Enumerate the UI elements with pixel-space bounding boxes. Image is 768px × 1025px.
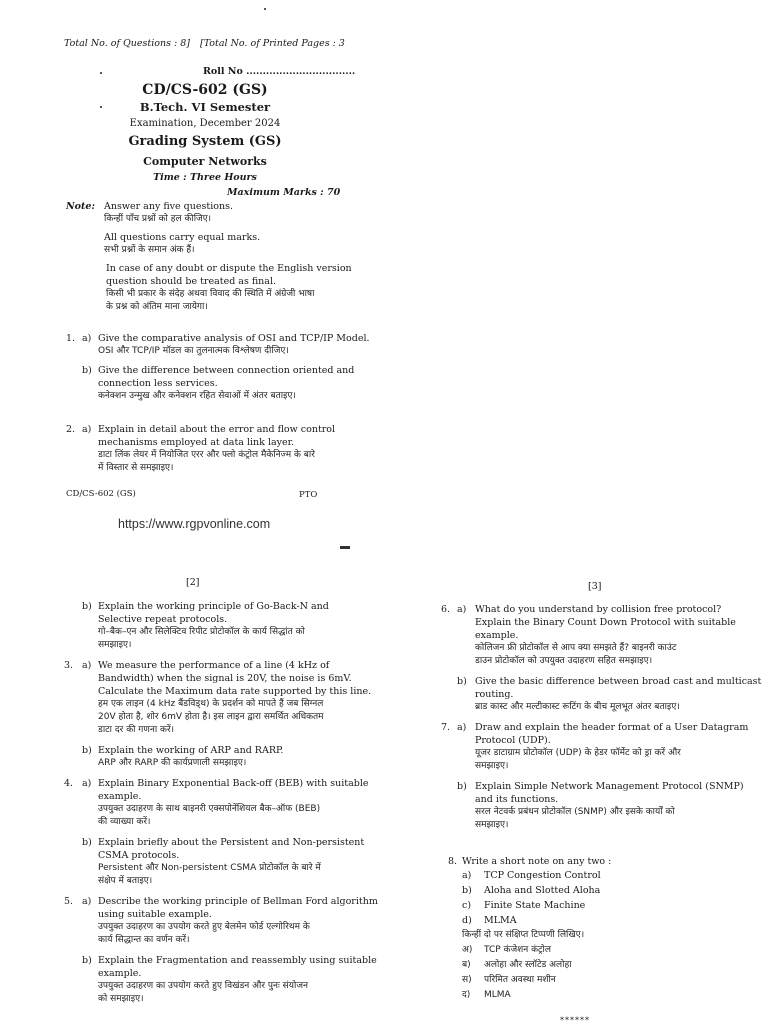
english-line: We measure the performance of a line (4 kHz of	[98, 660, 330, 671]
speck	[264, 8, 266, 10]
pto: PTO	[299, 490, 318, 500]
part-label: a)	[82, 424, 92, 435]
part-body	[104, 231, 332, 257]
english-line: Give the basic difference between broad cast and multicast	[475, 676, 762, 687]
grading-system: Grading System (GS)	[128, 134, 282, 149]
english-line: question should be treated as final.	[106, 276, 277, 287]
english-line: Answer any five questions.	[104, 201, 233, 212]
hindi-line: ARP और RARP की कार्यप्रणाली समझाइए।	[98, 758, 247, 768]
hindi-line: डाटा लिंक लेयर में नियोजित एरर और फ्लो कंट्रोल मैकेनिज्म के बारे	[98, 450, 315, 460]
option-text: परिमित अवस्था मशीन	[484, 975, 556, 985]
option-text: Finite State Machine	[484, 900, 586, 911]
question-part	[66, 364, 355, 403]
part-body	[98, 777, 369, 829]
part-label: b)	[82, 837, 92, 848]
english-line: Bandwidth) when the signal is 20V, the noise is 6mV.	[98, 673, 352, 684]
speck	[100, 72, 102, 74]
option-label: द)	[462, 990, 471, 1000]
english-line: Give the difference between connection oriented and	[98, 365, 355, 376]
question-part	[66, 423, 336, 475]
time: Time : Three Hours	[153, 172, 257, 183]
hindi-line: किन्हीं पाँच प्रश्नों को हल कीजिए।	[104, 214, 212, 224]
question-part	[92, 200, 332, 226]
option-row-hindi	[462, 972, 728, 987]
hindi-line: 20V होता है, शोर 6mV होता है। इस लाइन द्वारा समर्थित अधिकतम	[98, 712, 324, 722]
hindi-line: को समझाइए।	[98, 994, 144, 1004]
part-body	[106, 262, 352, 314]
hindi-line: समझाइए।	[98, 640, 132, 650]
hindi-line: की व्याख्या करें।	[98, 817, 151, 827]
english-line: Explain Simple Network Management Protocol (SNMP)	[475, 781, 744, 792]
part-body	[475, 780, 744, 832]
roll-no: Roll No .................................	[203, 66, 356, 77]
english-line: All questions carry equal marks.	[104, 232, 261, 243]
option-label: d)	[462, 915, 472, 926]
part-label: a)	[82, 660, 92, 671]
part-label: a)	[457, 604, 467, 615]
part-label: b)	[82, 955, 92, 966]
hindi-line: में विस्तार से समझाइए।	[98, 463, 174, 473]
part-label: a)	[82, 896, 92, 907]
question-part	[441, 603, 736, 668]
speck	[340, 546, 350, 549]
source-url: https://www.rgpvonline.com	[118, 517, 271, 531]
question-2	[66, 423, 336, 481]
end-mark: ******	[560, 1016, 590, 1025]
question-number: 3.	[64, 660, 74, 671]
english-line: Describe the working principle of Bellman Ford algorithm	[98, 896, 378, 907]
part-body	[475, 603, 736, 668]
option-row	[462, 898, 728, 913]
exam-session: Examination, December 2024	[129, 118, 281, 129]
question-number: 1.	[66, 333, 76, 344]
part-label: b)	[457, 781, 467, 792]
option-row-hindi	[462, 957, 728, 972]
option-label: स)	[462, 975, 472, 985]
hindi-line: Persistent और Non-persistent CSMA प्रोटोकॉल के बारे में	[98, 863, 321, 873]
question-8-text: Write a short note on any two :	[462, 856, 612, 867]
question-part	[441, 721, 749, 773]
option-text: MLMA	[484, 915, 517, 926]
english-line: example.	[98, 791, 142, 802]
part-body	[98, 364, 355, 403]
part-body	[475, 721, 749, 773]
part-body	[98, 600, 344, 652]
part-body	[98, 744, 344, 770]
course: B.Tech. VI Semester	[139, 100, 271, 114]
part-body	[98, 836, 365, 888]
question-part	[64, 600, 344, 652]
hindi-line: डाउन प्रोटोकॉल को उपयुक्त उदाहरण सहित समझाइए।	[475, 656, 653, 666]
english-line: Explain the Fragmentation and reassembly using suitable	[98, 955, 377, 966]
question-part	[64, 836, 365, 888]
hindi-line: यूजर डाटाग्राम प्रोटोकॉल (UDP) के हेडर फॉर्मेट को ड्रा करें और	[475, 748, 681, 758]
question-part	[64, 659, 372, 737]
option-row	[462, 913, 728, 928]
option-row	[462, 883, 728, 898]
hindi-line: संक्षेप में बताइए।	[98, 876, 153, 886]
note-label: Note:	[66, 201, 95, 212]
page-3-number: [3]	[588, 581, 602, 592]
english-line: connection less services.	[98, 378, 218, 389]
question-number: 8.	[448, 856, 458, 867]
part-label: b)	[82, 365, 92, 376]
part-body	[475, 675, 762, 714]
english-line: using suitable example.	[98, 909, 212, 920]
english-line: Give the comparative analysis of OSI and TCP/IP Model.	[98, 333, 370, 344]
hindi-line: सभी प्रश्नों के समान अंक हैं।	[104, 245, 195, 255]
option-label: अ)	[462, 945, 473, 955]
english-line: Draw and explain the header format of a User Datagram	[475, 722, 749, 733]
question-number: 5.	[64, 896, 74, 907]
question-number: 6.	[441, 604, 451, 615]
hindi-line: कनेक्शन उन्मुख और कनेक्शन रहित सेवाओं में अंतर बताइए।	[98, 391, 296, 401]
hindi-line: डाटा दर की गणना करें।	[98, 725, 175, 735]
part-label: b)	[457, 676, 467, 687]
hindi-line: कोलिजन फ्री प्रोटोकॉल से आप क्या समझते हैं? बाइनरी काउंट	[475, 643, 677, 653]
hindi-line: हम एक लाइन (4 kHz बैंडविड्थ) के प्रदर्शन को मापते हैं जब सिग्नल	[98, 699, 324, 709]
question-part	[64, 744, 344, 770]
question-number: 4.	[64, 778, 74, 789]
hindi-line: ब्राड कास्ट और मल्टीकास्ट रूटिंग के बीच मूलभूत अंतर बताइए।	[475, 702, 680, 712]
question-part	[441, 675, 762, 714]
hindi-line: उपयुक्त उदाहरण का उपयोग करते हुए बेलमेन फोर्ड एल्गोरिथम के	[98, 922, 310, 932]
hindi-line: उपयुक्त उदाहरण का उपयोग करते हुए विखंडन और पुनः संयोजन	[98, 981, 308, 991]
english-line: Calculate the Maximum data rate supported by this line.	[98, 686, 372, 697]
part-body	[98, 423, 336, 475]
part-body	[98, 659, 372, 737]
option-row	[462, 868, 728, 883]
question-part	[64, 777, 369, 829]
hindi-line: सरल नेटवर्क प्रबंधन प्रोटोकॉल (SNMP) और इसके कार्यों को	[475, 807, 675, 817]
part-body	[98, 954, 377, 1006]
option-label: b)	[462, 885, 472, 896]
page-2-questions	[64, 600, 378, 1013]
part-body	[98, 895, 378, 947]
part-label: a)	[82, 778, 92, 789]
english-line: routing.	[475, 689, 514, 700]
english-line: Explain briefly about the Persistent and Non-persistent	[98, 837, 365, 848]
part-body	[104, 200, 332, 226]
question-1	[66, 332, 370, 409]
option-label: ब)	[462, 960, 471, 970]
hindi-line: समझाइए।	[475, 761, 509, 771]
english-line: In case of any doubt or dispute the English version	[106, 263, 352, 274]
total-pages: [Total No. of Printed Pages : 3	[200, 38, 345, 49]
subject: Computer Networks	[143, 155, 267, 168]
question-number: 7.	[441, 722, 451, 733]
hindi-line: OSI और TCP/IP मॉडल का तुलनात्मक विश्लेषण दीजिए।	[98, 346, 289, 356]
hindi-line: गो–बैक–एन और सिलेक्टिव रिपीट प्रोटोकॉल के कार्य सिद्धांत को	[98, 627, 305, 637]
page-2-number: [2]	[186, 577, 200, 588]
hindi-line: उपयुक्त उदाहरण के साथ बाइनरी एक्सपोनेंशियल बैक–ऑफ (BEB)	[98, 804, 321, 814]
question-part	[92, 262, 352, 314]
english-line: What do you understand by collision free protocol?	[475, 604, 722, 615]
question-part	[92, 231, 332, 257]
english-line: Selective repeat protocols.	[98, 614, 228, 625]
hindi-line: समझाइए।	[475, 820, 509, 830]
option-row-hindi	[462, 942, 728, 957]
part-label: a)	[457, 722, 467, 733]
question-8-intro	[448, 855, 728, 868]
question-part	[66, 332, 370, 358]
option-text: TCP Congestion Control	[484, 870, 601, 881]
max-marks: Maximum Marks : 70	[227, 187, 341, 198]
question-part	[64, 895, 378, 947]
option-label: a)	[462, 870, 472, 881]
english-line: and its functions.	[475, 794, 559, 805]
question-part	[441, 780, 744, 832]
total-questions: Total No. of Questions : 8]	[64, 38, 190, 49]
question-number: 2.	[66, 424, 76, 435]
english-line: Explain the working principle of Go-Back-N and	[98, 601, 329, 612]
part-label: b)	[82, 601, 92, 612]
option-row-hindi	[462, 987, 728, 1002]
option-text: Aloha and Slotted Aloha	[484, 885, 601, 896]
english-line: example.	[98, 968, 142, 979]
hindi-line: के प्रश्न को अंतिम माना जायेगा।	[106, 302, 208, 312]
hindi-line: कार्य सिद्धान्त का वर्णन करें।	[98, 935, 190, 945]
english-line: Explain the working of ARP and RARP.	[98, 745, 284, 756]
part-label: b)	[82, 745, 92, 756]
english-line: Explain Binary Exponential Back-off (BEB) with suitable	[98, 778, 369, 789]
page-3-questions	[441, 603, 762, 839]
english-line: Protocol (UDP).	[475, 735, 551, 746]
english-line: Explain in detail about the error and flow control	[98, 424, 336, 435]
question-part	[64, 954, 377, 1006]
option-text: TCP कंजेशन कंट्रोल	[484, 945, 551, 955]
question-8	[448, 855, 728, 1002]
english-line: example.	[475, 630, 519, 641]
option-text: अलोहा और स्लॉटेड अलोहा	[484, 960, 572, 970]
english-line: mechanisms employed at data link layer.	[98, 437, 295, 448]
footer-code: CD/CS-602 (GS)	[66, 489, 136, 499]
part-label: a)	[82, 333, 92, 344]
paper-code: CD/CS-602 (GS)	[142, 82, 268, 98]
question-8-intro-hindi: किन्हीं दो पर संक्षिप्त टिप्पणी लिखिए।	[462, 930, 585, 940]
instructions	[92, 200, 352, 319]
english-line: CSMA protocols.	[98, 850, 180, 861]
option-label: c)	[462, 900, 472, 911]
option-text: MLMA	[484, 990, 511, 1000]
hindi-line: किसी भी प्रकार के संदेह अथवा विवाद की स्थिति में अंग्रेजी भाषा	[106, 289, 315, 299]
english-line: Explain the Binary Count Down Protocol with suitable	[475, 617, 736, 628]
part-body	[98, 332, 370, 358]
